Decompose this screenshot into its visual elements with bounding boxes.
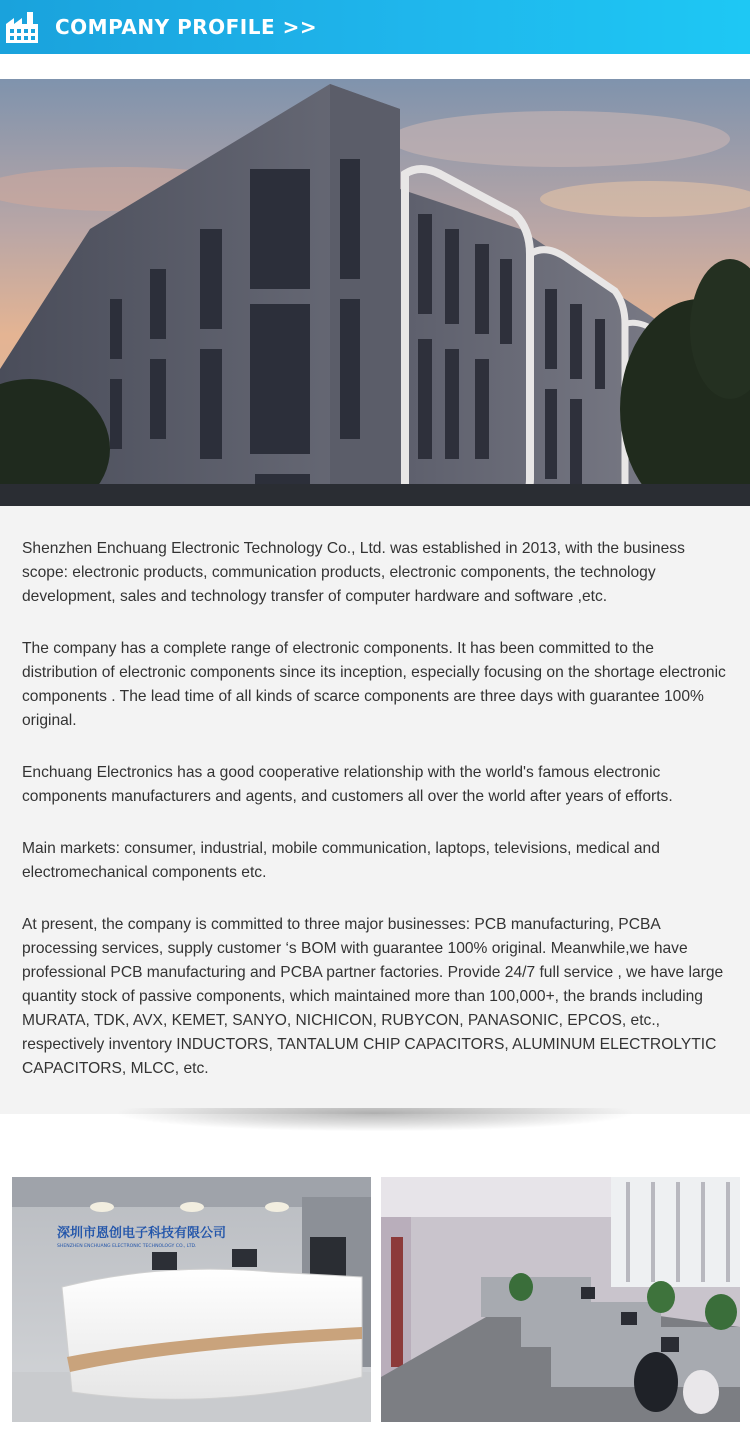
office-workspace-photo bbox=[381, 1177, 740, 1422]
factory-icon bbox=[5, 10, 39, 44]
paragraph-markets: Main markets: consumer, industrial, mobile communication, laptops, televisions, medical and electromechanical components etc. bbox=[22, 840, 660, 881]
reception-sign-en: SHENZHEN ENCHUANG ELECTRONIC TECHNOLOGY CO., LTD. bbox=[57, 1244, 197, 1249]
section-header bbox=[0, 0, 750, 54]
paragraph-businesses: At present, the company is committed to three major businesses: PCB manufacturing, PCBA processing services, supply customer ‘s BOM with guarantee 100% original. Meanwhile,we have professional PCB manufacturing and PCBA partner factories. Provide 24/7 full service , we have large quantity stock of passive components, which maintained more than 100,000+, the brands including MURATA, TDK, AVX, KEMET, SANYO, NICHICON, RUBYCON, PANASONIC, EPCOS, etc., respectively inventory INDUCTORS, TANTALUM CHIP CAPACITORS, ALUMINUM ELECTROLYTIC CAPACITORS, MLCC, etc. bbox=[22, 916, 724, 1077]
company-description-panel bbox=[0, 506, 750, 1114]
paragraph-range: The company has a complete range of electronic components. It has been committed to the distribution of electronic components since its inception, especially focusing on the shortage electronic components . The lead time of all kinds of scarce components are three days with guarantee 100% original. bbox=[22, 640, 726, 729]
reception-sign-cn: 深圳市恩创电子科技有限公司 bbox=[57, 1226, 227, 1241]
paragraph-relationships: Enchuang Electronics has a good cooperative relationship with the world's famous electronic components manufacturers and agents, and customers all over the world after years of efforts. bbox=[22, 764, 673, 805]
paragraph-intro: Shenzhen Enchuang Electronic Technology Co., Ltd. was established in 2013, with the business scope: electronic products, communication products, electronic components, the technology development, sales and technology transfer of computer hardware and software ,etc. bbox=[22, 540, 685, 605]
reception-desk-photo bbox=[12, 1177, 371, 1422]
factory-building-photo bbox=[0, 79, 750, 506]
section-title: COMPANY PROFILE >> bbox=[55, 15, 318, 39]
panel-shadow bbox=[0, 1108, 750, 1152]
